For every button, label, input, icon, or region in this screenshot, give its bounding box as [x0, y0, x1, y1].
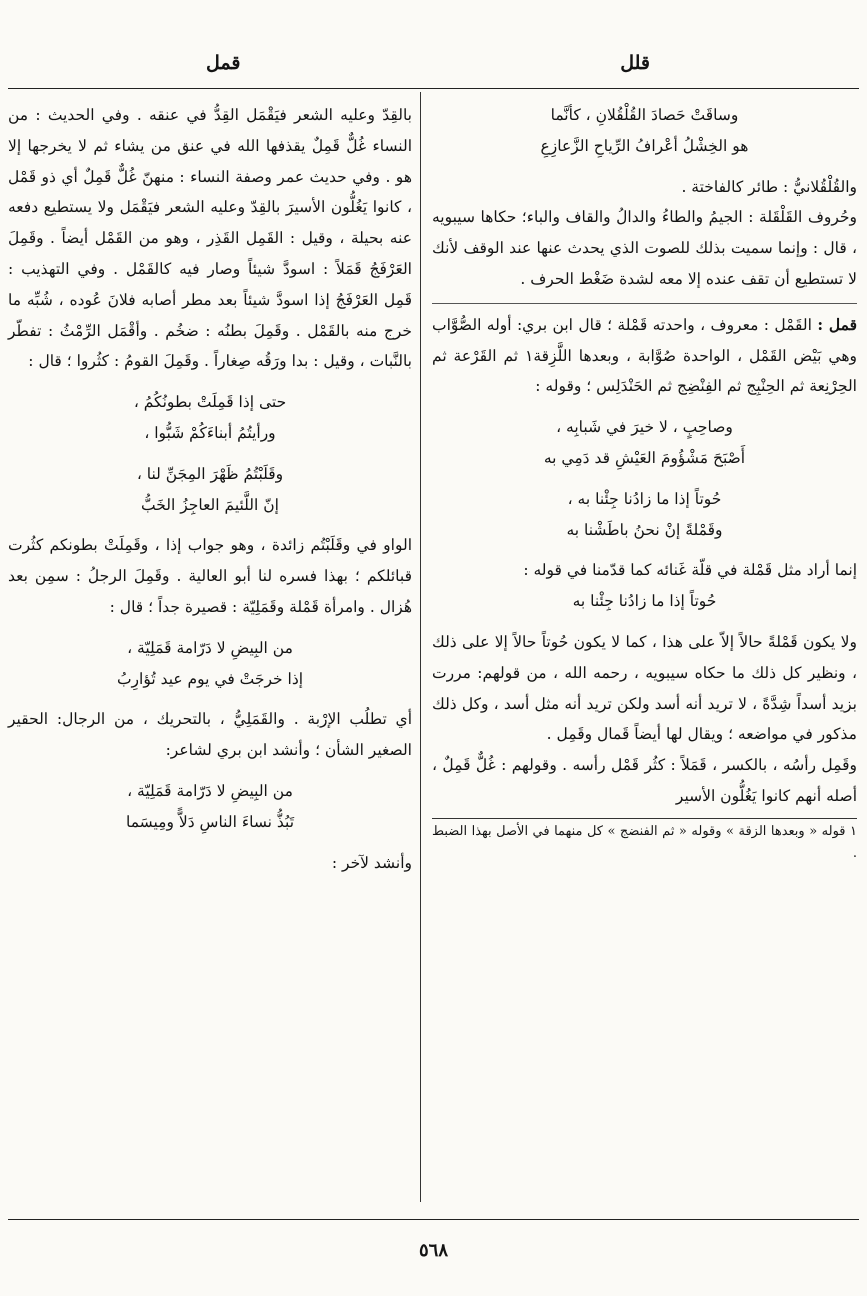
- column-separator: [420, 92, 421, 1202]
- verse-line: من البِيضِ لا دَرّامة قَمَلِيّة ،: [127, 638, 293, 657]
- verse-line: ورأيتُمُ أبناءَكُمْ شَبُّوا ،: [144, 423, 276, 442]
- verse-line: حتى إذا قَمِلَتْ بطونُكُمُ ،: [133, 393, 287, 412]
- verse-line: وساقَتْ حَصادَ القُلْقُلانِ ، كأنَّما: [550, 106, 739, 124]
- entry-text: القَمْل : معروف ، واحدته قَمْلة ؛ قال ابن بري: أوله الصُّوَّاب وهي بَيْض القَمْل ، الواحدة صُوَّابة ، وبعدها اللَّزِقة١ ثم القَرْعة ثم الحِرْنِعة ثم الحِنْبِج ثم الفِنْضِج ثم الحَنْدَلِس ؛ وقوله :: [432, 315, 857, 396]
- verse-line: إنّ اللَّئيمَ العاجِزُ الخَبُّ: [141, 495, 279, 514]
- footnote-rule: [432, 818, 857, 819]
- entry-headword: قمل :: [817, 314, 858, 334]
- paragraph: وحُروف القَلْقَلة : الجيمُ والطاءُ والدالُ والقاف والباء؛ حكاها سيبويه ، قال : وإنما سميت بذلك للصوت الذي يحدث عنها عند الوقف لأنك لا تستطيع أن تقف عنده إلا معه لشدة ضَغْط الحرف .: [432, 208, 857, 288]
- page-number: ٥٦٨: [418, 1240, 448, 1261]
- paragraph: وأنشد لآخر :: [331, 853, 412, 872]
- entry-paragraph: [432, 310, 857, 402]
- verse-line: هو الخِشْلُ أعْرافُ الرِّياحِ الزَّعازِعِ: [540, 136, 749, 155]
- paragraph: وقَمِل رأسُه ، بالكسر ، قَمَلاً : كثُر قَمْل رأسه . وقولهم : غُلٌّ قَمِلٌ ، أصله أنهم كانوا يَغُلُّون الأسير: [432, 756, 857, 805]
- paragraph: والقُلْقُلانيُّ : طائر كالفاختة .: [681, 177, 857, 196]
- left-column: [8, 100, 412, 878]
- verse-line: من البِيضِ لا دَرّامة قَمَلِيّة ،: [127, 781, 293, 800]
- right-column: [432, 100, 857, 865]
- entry-divider: [432, 303, 857, 304]
- verse-line: إذا خرجَتْ في يوم عيد تُؤارِبُ: [116, 669, 304, 688]
- verse-line: أَصْبَحَ مَشْؤُومَ العَيْشِ قد دَمِي به: [543, 448, 746, 467]
- verse-line: حُوتاً إذا ما زادُنا جِئْنا به: [572, 592, 717, 611]
- header-left-word: قمل: [206, 52, 241, 74]
- header-right-word: قلل: [620, 52, 650, 74]
- verse-line: وقَمْلةً إنْ نحنُ باطَشْنا به: [566, 520, 723, 539]
- paragraph: بالقِدّ وعليه الشعر فيَقْمَل القِدُّ في عنقه . وفي الحديث : من النساء غُلٌّ قَمِلٌ يقذفها الله في عنق من يشاء ثم لا يخرجها إلا هو . وفي حديث عمر وصفة النساء : منهنّ غُلٌّ قَمِلٌ أي ذو قَمْل ، كانوا يَغُلُّون الأسيرَ بالقِدّ وعليه الشعر فيَقْمَل ولا يستطيع دفعه عنه بحيلة ، وقيل : القَمِل القَذِر ، وهو من القَمْل أيضاً . وقَمِلَ العَرْفَجُ قَمَلاً : اسودَّ شيئاً وصار فيه كالقَمْل . وفي التهذيب : قَمِل العَرْفَجُ إذا اسودَّ شيئاً بعد مطر أصابه فلانَ عُوده ، شُبِّه ما خرج منه بالقَمْل . وقَمِلَ بطنُه : ضخُم . وأقْمَل الرِّمْثُ : تفطّر بالنَّبات ، وقيل : بدا ورَقُه صِغاراً . وقَمِلَ القومُ : كثُروا ؛ قال :: [8, 106, 412, 371]
- bottom-rule: [8, 1219, 859, 1220]
- verse-line: حُوتاً إذا ما زادُنا جِئْنا به ،: [567, 489, 722, 508]
- verse-line: وصاحِبٍ ، لا خيرَ في شَبابِه ،: [556, 418, 733, 437]
- paragraph: إنما أراد مثل قَمْلة في قلّة غَنائه كما قدّمنا في قوله :: [523, 561, 857, 580]
- verse-line: وقَلَبْتُمُ ظَهْرَ المِجَنِّ لنا ،: [136, 464, 284, 483]
- paragraph: ولا يكون قَمْلةً حالاً إلاّ على هذا ، كما لا يكون حُوتاً حالاً إلا على ذلك ، ونظير كل ذلك ما حكاه سيبويه ، رحمه الله ، من قولهم: مررت بزيد أسداً شِدَّةً ، لا تريد أنه أسد ولكن تريد أنه مثل أسد ، وكل ذلك مذكور في مواضعه ؛ ويقال لها أيضاً قَمال وقَمِل .: [432, 632, 857, 744]
- verse-line: تَبُذُّ نساءَ الناسِ دَلاًّ ومِيسَما: [125, 812, 295, 831]
- footnote: ١ قوله « وبعدها الزقة » وقوله « ثم الفنضج » كل منهما في الأصل بهذا الضبط .: [432, 823, 857, 861]
- paragraph: الواو في وقَلَبْتُم زائدة ، وهو جواب إذا ، وقَمِلَتْ بطونكم كثُرت قبائلكم ؛ بهذا فسره لنا أبو العالية . وقَمِلَ الرجلُ : سمِن بعد هُزال . وامرأة قَمْلة وقَمَلِيّة : قصيرة جداً ؛ قال :: [8, 536, 412, 616]
- paragraph: أي تطلُب الإرْبة . والقَمَلِيُّ ، بالتحريك ، من الرجال: الحقير الصغير الشأن ؛ وأنشد ابن بري لشاعر:: [8, 710, 412, 760]
- top-rule: [8, 88, 859, 89]
